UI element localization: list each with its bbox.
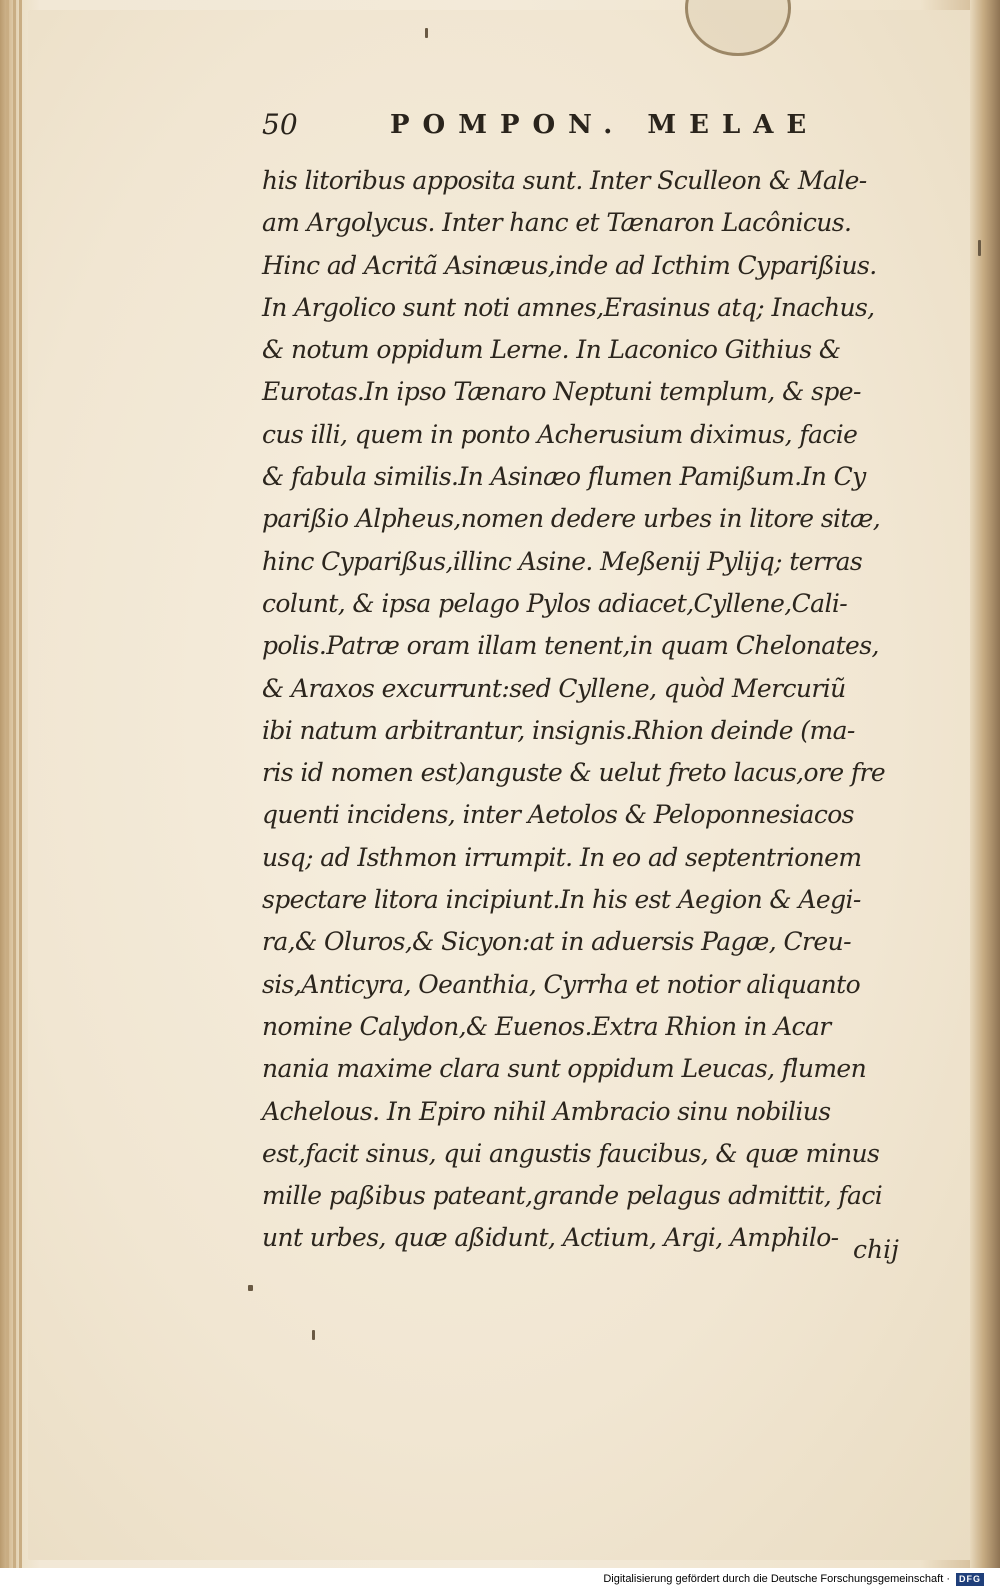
text-line: nomine Calydon,& Euenos.Extra Rhion in Acar [262, 1011, 831, 1041]
page-header [262, 96, 842, 156]
text-line: In Argolico sunt noti amnes,Erasinus atq; Inachus, [262, 292, 875, 322]
dfg-logo: DFG [956, 1573, 984, 1586]
text-line: usq; ad Isthmon irrumpit. In eo ad septentrionem [262, 842, 862, 872]
text-line: parißio Alpheus,nomen dedere urbes in litore sitæ, [262, 504, 881, 534]
text-line: colunt, & ipsa pelago Pylos adiacet,Cyllene,Cali- [262, 588, 848, 618]
running-head: POMPON. MELAE [390, 110, 820, 140]
text-line: spectare litora incipiunt.In his est Aegion & Aegi- [262, 885, 861, 915]
text-line: quenti incidens, inter Aetolos & Peloponnesiacos [262, 800, 854, 830]
text-line: Achelous. In Epiro nihil Ambracio sinu nobilius [262, 1096, 831, 1126]
catchword: chij [853, 1235, 899, 1264]
text-line: & Araxos excurrunt:sed Cyllene, quòd Mercuriũ [262, 673, 846, 703]
ink-speck [425, 28, 428, 38]
page-number: 50 [262, 108, 298, 141]
text-line: ra,& Oluros,& Sicyon:at in aduersis Pagæ, Creu- [262, 927, 851, 957]
text-line: am Argolycus. Inter hanc et Tænaron Lacônicus. [262, 208, 852, 238]
text-line: polis.Patræ oram illam tenent,in quam Chelonates, [262, 631, 879, 661]
page-edge [6, 0, 9, 1568]
text-line: his litoribus apposita sunt. Inter Sculleon & Male- [262, 166, 867, 195]
text-line: sis,Anticyra, Oeanthia, Cyrrha et notior aliquanto [262, 969, 861, 999]
ink-speck [312, 1330, 315, 1340]
text-line: & fabula similis.In Asinæo flumen Pamißum.In Cy [262, 462, 866, 492]
page-edge [19, 0, 22, 1568]
text-line: & notum oppidum Lerne. In Laconico Githius & [262, 335, 841, 365]
book-spine-gutter [970, 0, 1000, 1568]
ink-speck [978, 240, 981, 256]
text-line: ris id nomen est)anguste & uelut freto lacus,ore fre [262, 758, 886, 788]
text-line: cus illi, quem in ponto Acherusium diximus, facie [262, 419, 858, 449]
text-line: hinc Cyparißus,illinc Asine. Meßenij Pylijq; terras [262, 546, 863, 576]
text-line: ibi natum arbitrantur, insignis.Rhion deinde (ma- [262, 715, 855, 745]
text-line: mille paßibus pateant,grande pelagus admittit, faci [262, 1181, 883, 1211]
digitization-footer [0, 1568, 1000, 1593]
text-line: Hinc ad Acritã Asinæus,inde ad Icthim Cyparißius. [262, 250, 877, 280]
ink-speck [248, 1285, 253, 1291]
text-line: nania maxime clara sunt oppidum Leucas, flumen [262, 1054, 867, 1084]
text-line: Eurotas.In ipso Tænaro Neptuni templum, & spe- [262, 377, 861, 407]
text-line: est,facit sinus, qui angustis faucibus, & quæ minus [262, 1138, 880, 1168]
funding-credit: Digitalisierung gefördert durch die Deutsche Forschungsgemeinschaft · [603, 1573, 950, 1585]
body-text [262, 160, 912, 1260]
page-edge [13, 0, 16, 1568]
text-line: unt urbes, quæ aßidunt, Actium, Argi, Amphilo- [262, 1223, 839, 1253]
